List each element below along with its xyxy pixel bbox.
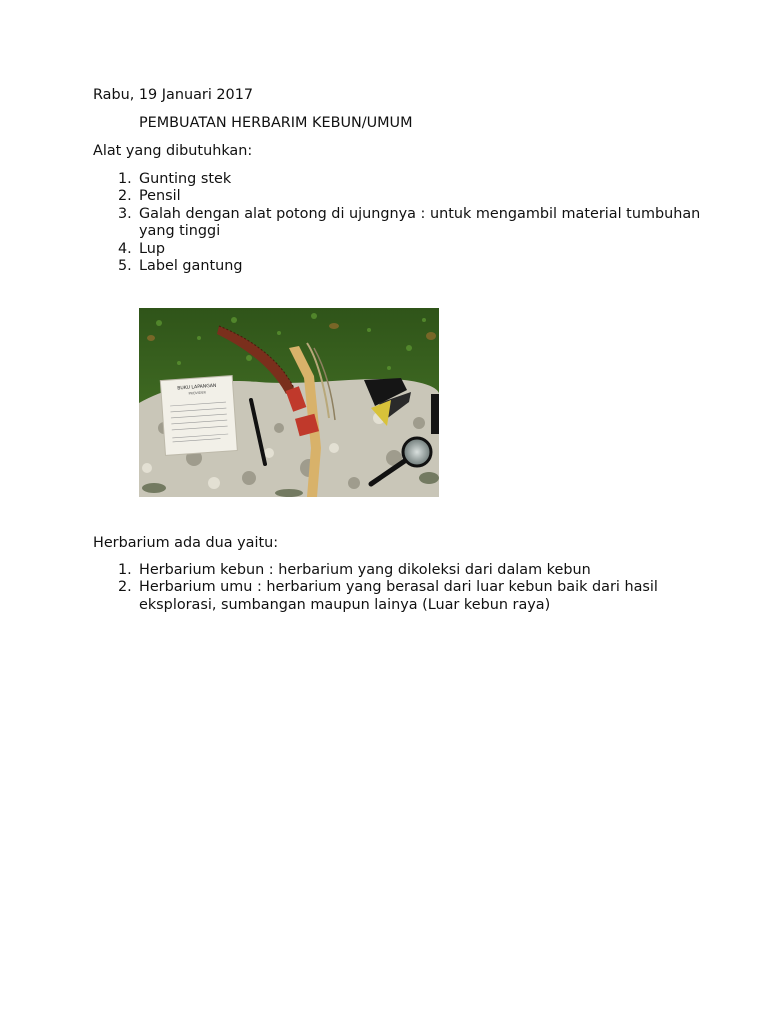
- list-item-text: Label gantung: [139, 258, 243, 275]
- list-number: 1.: [118, 562, 132, 578]
- list-item-text: Pensil: [139, 188, 181, 205]
- list-item: [93, 206, 719, 241]
- field-notebook: [160, 376, 237, 456]
- list-item: [93, 579, 719, 614]
- list-item-text: Lup: [139, 240, 166, 257]
- list-number: 3.: [118, 205, 132, 222]
- tools-list: [93, 171, 719, 275]
- list-number: 2.: [118, 188, 132, 205]
- document-date: Rabu, 19 Januari 2017: [93, 87, 254, 103]
- list-item: [93, 258, 719, 275]
- herbarium-tools-photo: [139, 308, 439, 497]
- notebook-subtitle: PROVIDER: [188, 390, 207, 396]
- herbarium-types-list: [93, 562, 719, 614]
- list-item: [93, 188, 719, 205]
- hanging-label-tool: [431, 394, 439, 434]
- tools-heading: Alat yang dibutuhkan:: [93, 143, 253, 159]
- document-title: PEMBUATAN HERBARIM KEBUN/UMUM: [139, 115, 413, 131]
- list-number: 2.: [118, 579, 132, 596]
- list-item: [93, 171, 719, 188]
- list-item-text: Herbarium umu : herbarium yang berasal dari luar kebun baik dari hasil eksplorasi, sumbangan maupun lainya (Luar kebun raya): [139, 579, 658, 613]
- list-item: [93, 241, 719, 258]
- list-number: 4.: [118, 240, 132, 257]
- list-item-text: Herbarium kebun : herbarium yang dikoleksi dari dalam kebun: [139, 562, 591, 578]
- list-number: 1.: [118, 171, 132, 187]
- list-item-text: Galah dengan alat potong di ujungnya : untuk mengambil material tumbuhan yang tinggi: [139, 205, 701, 240]
- list-number: 5.: [118, 258, 132, 275]
- list-item-text: Gunting stek: [139, 171, 232, 187]
- list-item: [93, 562, 719, 579]
- herbarium-types-heading: Herbarium ada dua yaitu:: [93, 535, 279, 551]
- notebook-title: BUKU LAPANGAN: [177, 383, 217, 392]
